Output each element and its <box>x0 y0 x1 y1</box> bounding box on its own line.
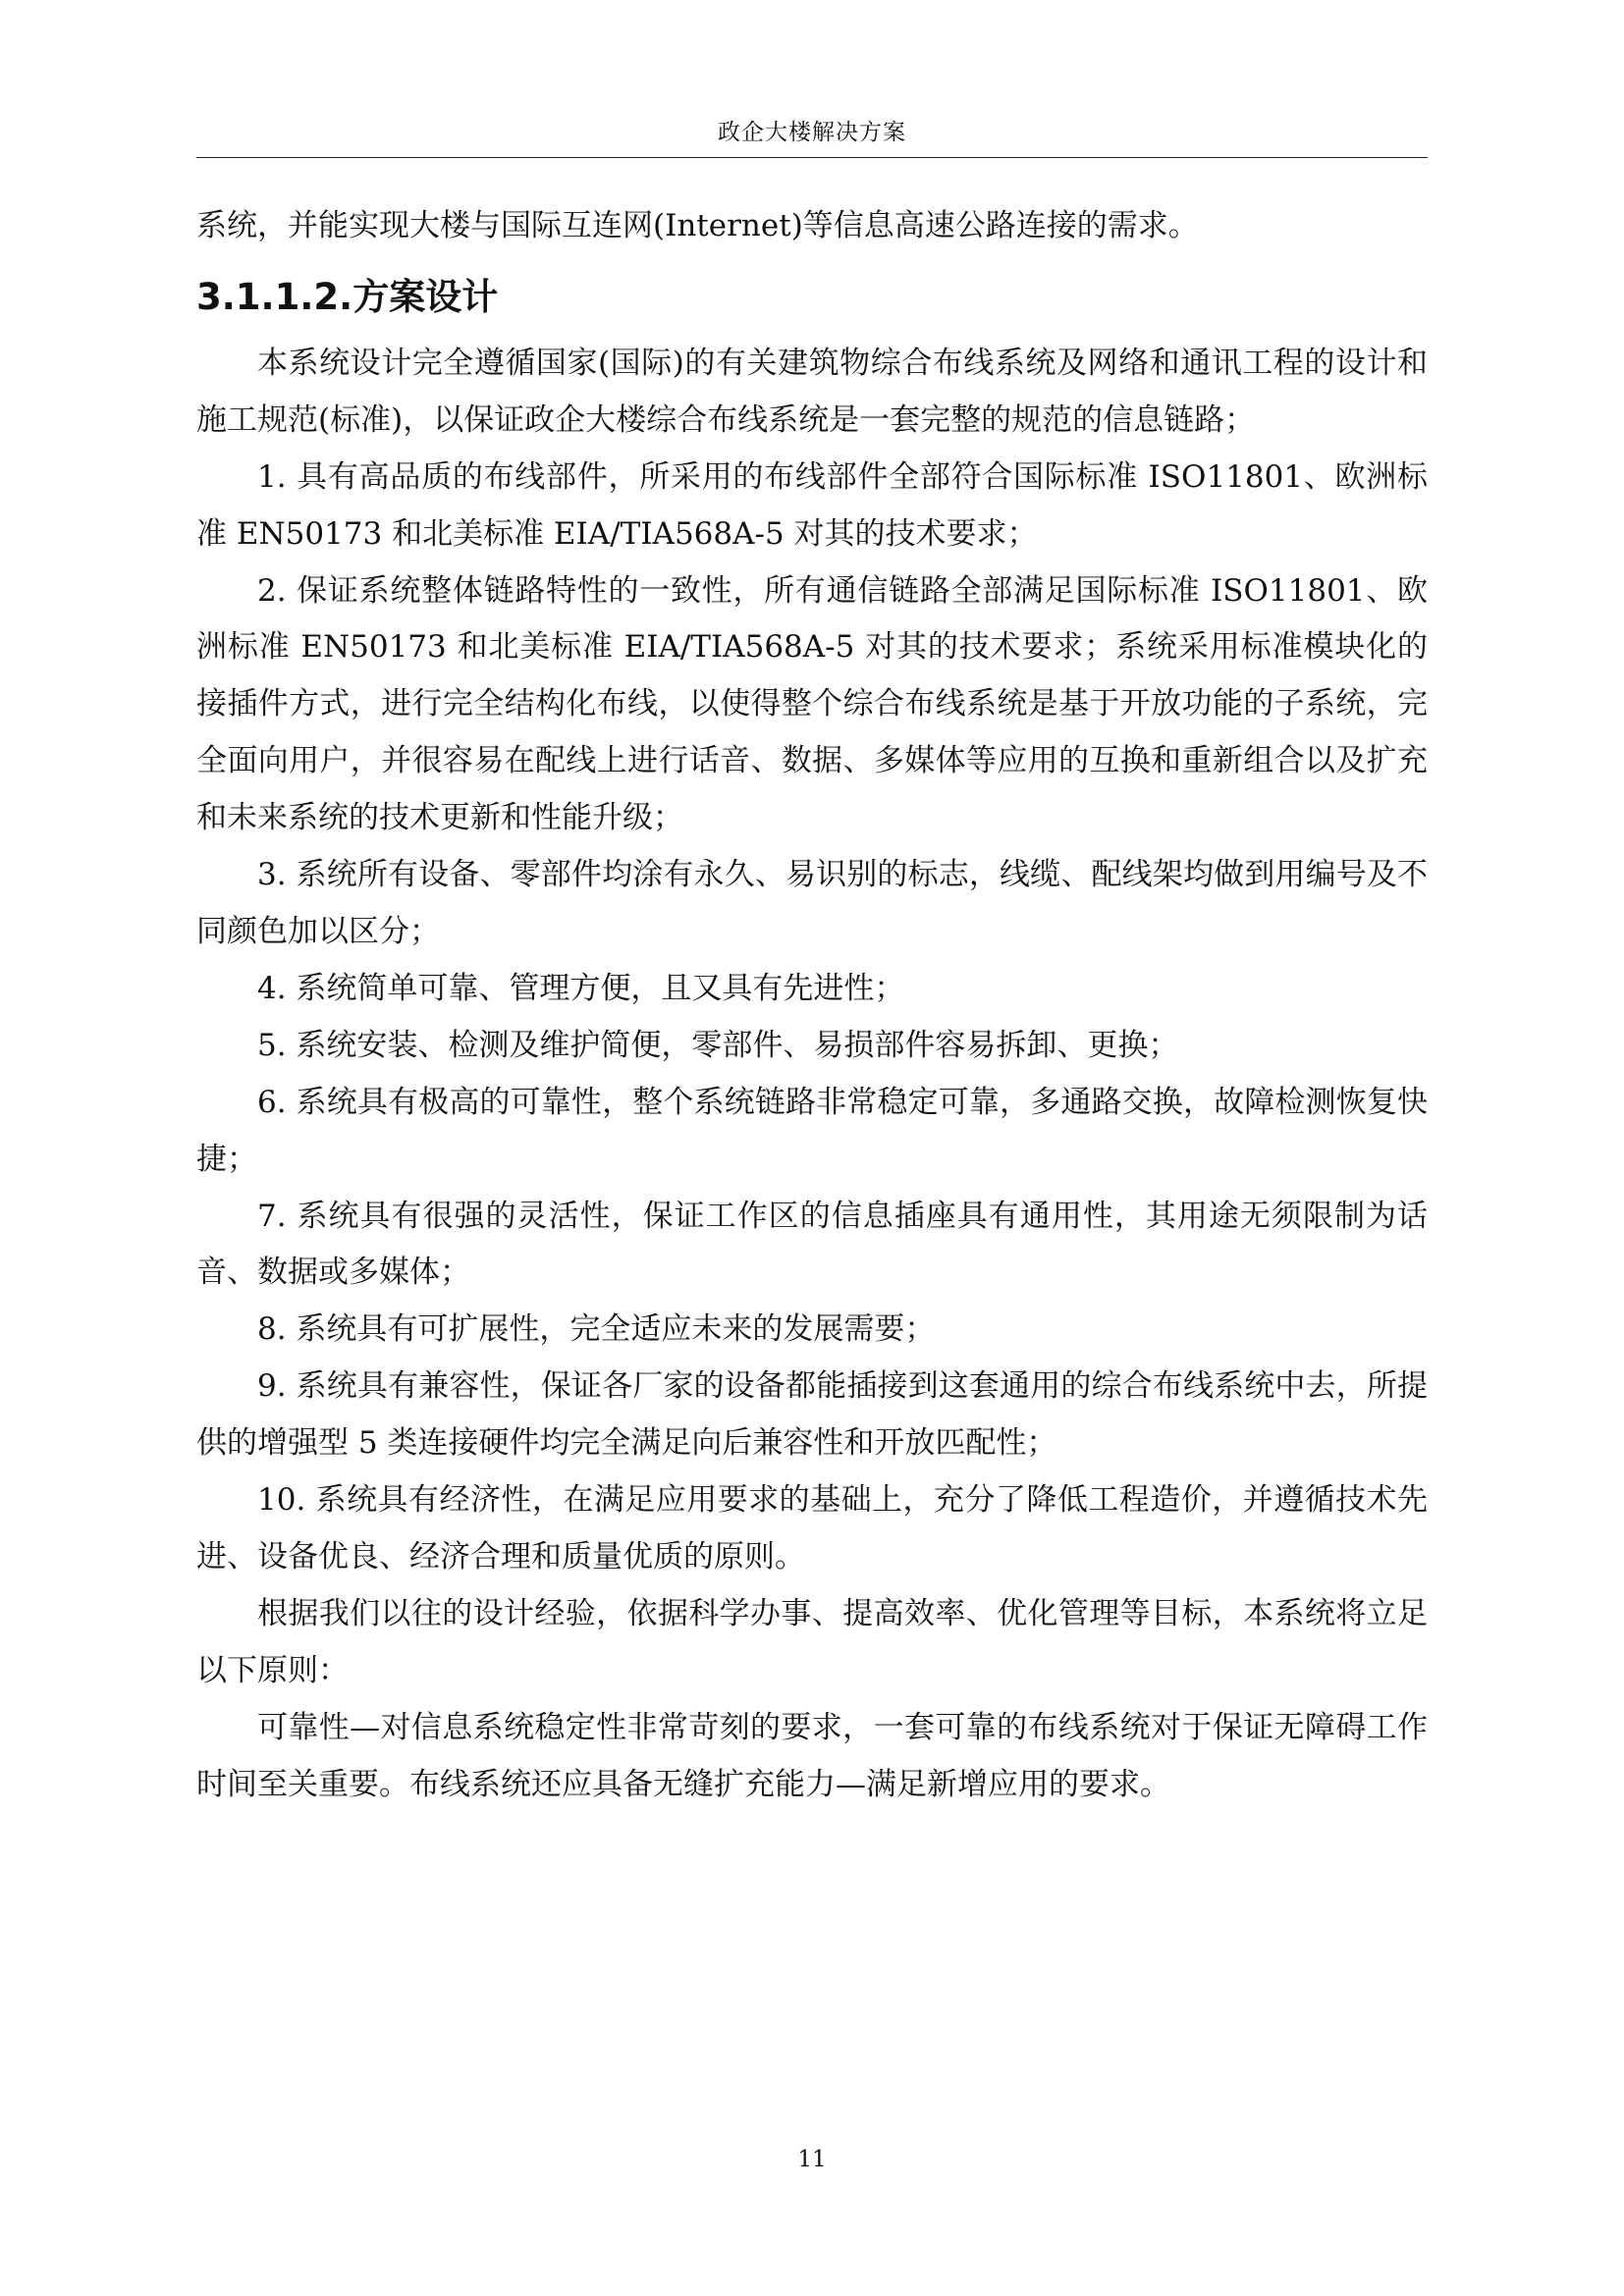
list-item: 2. 保证系统整体链路特性的一致性，所有通信链路全部满足国际标准 ISO11801、欧洲标准 EN50173 和北美标准 EIA/TIA568A-5 对其的技术要求；系统采用标准模块化的接插件方式，进行完全结构化布线，以使得整个综合布线系统是基于开放功能的子系统，完全面向用户，并很容易在配线上进行话音、数据、多媒体等应用的互换和重新组合以及扩充和未来系统的技术更新和性能升级； <box>196 572 1428 836</box>
list-item: 7. 系统具有很强的灵活性，保证工作区的信息插座具有通用性，其用途无须限制为话音、数据或多媒体； <box>196 1198 1428 1291</box>
running-header: 政企大楼解决方案 <box>718 120 906 145</box>
body-text <box>196 198 1428 1813</box>
page-number: 11 <box>797 2147 827 2172</box>
list-item: 5. 系统安装、检测及维护简便，零部件、易损部件容易拆卸、更换； <box>257 1027 1179 1063</box>
section-heading: 3.1.1.2.方案设计 <box>196 275 499 318</box>
list-item: 1. 具有高品质的布线部件，所采用的布线部件全部符合国际标准 ISO11801、欧洲标准 EN50173 和北美标准 EIA/TIA568A-5 对其的技术要求； <box>196 458 1428 552</box>
list-item: 10. 系统具有经济性，在满足应用要求的基础上，充分了降低工程造价，并遵循技术先进、设备优良、经济合理和质量优质的原则。 <box>196 1482 1428 1575</box>
list-item: 3. 系统所有设备、零部件均涂有永久、易识别的标志，线缆、配线架均做到用编号及不同颜色加以区分； <box>196 857 1428 949</box>
lead-paragraph: 系统，并能实现大楼与国际互连网(Internet)等信息高速公路连接的需求。 <box>196 208 1199 243</box>
reliability-paragraph: 可靠性—对信息系统稳定性非常苛刻的要求，一套可靠的布线系统对于保证无障碍工作时间至关重要。布线系统还应具备无缝扩充能力—满足新增应用的要求。 <box>196 1709 1428 1802</box>
list-item: 4. 系统简单可靠、管理方便，且又具有先进性； <box>257 970 905 1006</box>
list-item: 8. 系统具有可扩展性，完全适应未来的发展需要； <box>257 1311 936 1348</box>
intro-paragraph: 本系统设计完全遵循国家(国际)的有关建筑物综合布线系统及网络和通讯工程的设计和施工规范(标准)，以保证政企大楼综合布线系统是一套完整的规范的信息链路； <box>196 345 1428 438</box>
list-item: 9. 系统具有兼容性，保证各厂家的设备都能插接到这套通用的综合布线系统中去，所提供的增强型 5 类连接硬件均完全满足向后兼容性和开放匹配性； <box>196 1368 1428 1462</box>
list-item: 6. 系统具有极高的可靠性，整个系统链路非常稳定可靠，多通路交换，故障检测恢复快捷； <box>196 1084 1428 1177</box>
header-rule <box>196 157 1428 158</box>
principles-intro: 根据我们以往的设计经验，依据科学办事、提高效率、优化管理等目标，本系统将立足以下原则： <box>196 1595 1428 1688</box>
